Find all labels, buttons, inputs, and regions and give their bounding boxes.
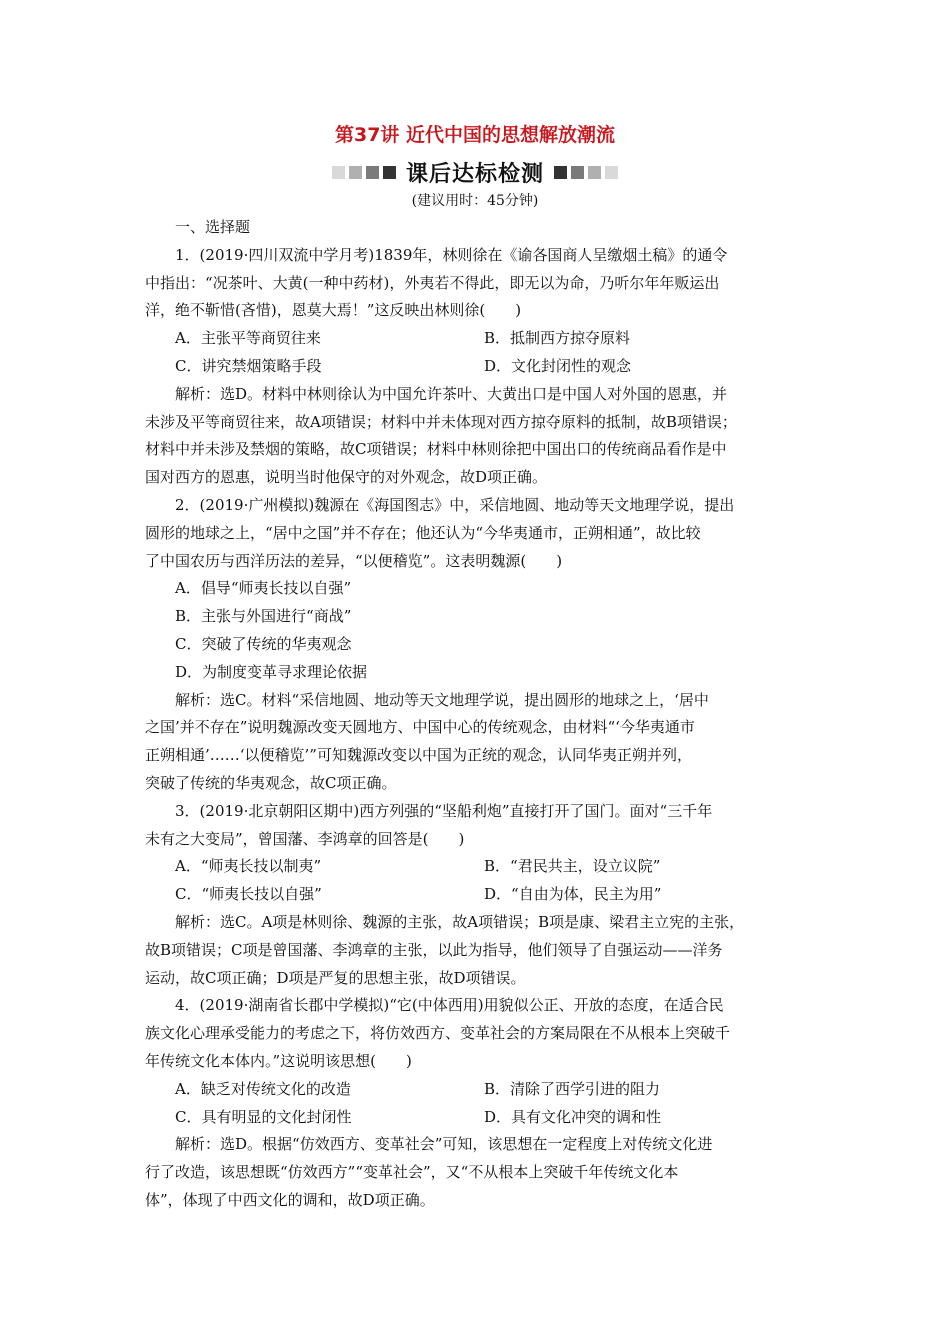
- analysis-line: 国对西方的恩惠，说明当时他保守的对外观念，故D项正确。: [145, 468, 548, 487]
- page-title: 第37讲 近代中国的思想解放潮流: [334, 124, 616, 146]
- option-row: [145, 881, 810, 909]
- option-a: A．缺乏对传统文化的改造: [175, 1079, 351, 1098]
- decor-square-icon: [332, 166, 345, 179]
- option-row: [145, 325, 810, 353]
- question-stem-line: 年传统文化本体内。”这说明该思想( ): [145, 1051, 412, 1070]
- option-row: [145, 853, 810, 881]
- option-row: [145, 353, 810, 381]
- option-a: A．“师夷长技以制夷”: [175, 857, 322, 876]
- analysis-line: 解析：选C。材料“采信地圆、地动等天文地理学说，提出圆形的地球之上，‘居中: [175, 690, 709, 709]
- option-c: C．讲究禁烟策略手段: [175, 356, 322, 375]
- option-b: B．抵制西方掠夺原料: [484, 329, 631, 348]
- option-row: [145, 1076, 810, 1104]
- decor-square-icon: [554, 166, 567, 179]
- question-stem-line: 中指出：“况茶叶、大黄(一种中药材)，外夷若不得此，即无以为命，乃听尔年年贩运出: [145, 273, 720, 292]
- question-stem-line: 3．(2019·北京朝阳区期中)西方列强的“坚船利炮”直接打开了国门。面对“三千年: [175, 801, 713, 820]
- question-stem-line: 圆形的地球之上，“居中之国”并不存在；他还认为“今华夷通市，正朔相通”，故比较: [145, 523, 701, 542]
- analysis-line: 突破了传统的华夷观念，故C项正确。: [145, 773, 397, 792]
- decor-square-icon: [383, 166, 396, 179]
- option-a: A．主张平等商贸往来: [175, 329, 321, 348]
- question-stem-line: 洋，绝不靳惜(吝惜)，恩莫大焉！”这反映出林则徐( ): [145, 301, 522, 320]
- question-stem-line: 4．(2019·湖南省长郡中学模拟)“它(中体西用)用貌似公正、开放的态度，在适合民: [175, 996, 724, 1015]
- question-2: [145, 492, 810, 798]
- analysis-line: 运动，故C项正确；D项是严复的思想主张，故D项错误。: [145, 968, 526, 987]
- analysis-line: 材料中并未涉及禁烟的策略，故C项错误；材料中林则徐把中国出口的传统商品看作是中: [145, 440, 727, 459]
- analysis-line: 解析：选C。A项是林则徐、魏源的主张，故A项错误；B项是康、梁君主立宪的主张，: [175, 912, 745, 931]
- option-a: A．倡导“师夷长技以自强”: [175, 579, 352, 598]
- decor-square-icon: [366, 166, 379, 179]
- question-stem-line: 2．(2019·广州模拟)魏源在《海国图志》中，采信地圆、地动等天文地理学说，提出: [175, 495, 735, 514]
- subtitle: 课后达标检测: [405, 162, 544, 187]
- option-b: B．主张与外国进行“商战”: [175, 607, 352, 626]
- analysis-line: 行了改造，该思想既“仿效西方”“变革社会”，又“不从根本上突破千年传统文化本: [145, 1163, 679, 1182]
- option-c: C．突破了传统的华夷观念: [175, 634, 352, 653]
- analysis-line: 解析：选D。根据“仿效西方、变革社会”可知，该思想在一定程度上对传统文化进: [175, 1135, 713, 1154]
- option-d: D．文化封闭性的观念: [484, 356, 632, 375]
- analysis-line: 体”，体现了中西文化的调和，故D项正确。: [145, 1190, 435, 1209]
- question-1: [145, 242, 810, 492]
- question-stem-line: 未有之大变局”，曾国藩、李鸿章的回答是( ): [145, 829, 465, 848]
- question-stem-line: 1．(2019·四川双流中学月考)1839年，林则徐在《谕各国商人呈缴烟土稿》的通令: [175, 245, 728, 264]
- analysis-line: 正朔相通’……‘以便稽览’”可知魏源改变以中国为正统的观念，认同华夷正朔并列，: [145, 746, 692, 765]
- question-4: [145, 992, 810, 1214]
- analysis-line: 之国’并不存在”说明魏源改变天圆地方、中国中心的传统观念，由材料“‘今华夷通市: [145, 718, 695, 737]
- option-row: [145, 1104, 810, 1132]
- option-b: B．“君民共主，设立议院”: [484, 857, 661, 876]
- option-d: D．具有文化冲突的调和性: [484, 1107, 662, 1126]
- option-c: C．“师夷长技以自强”: [175, 885, 322, 904]
- time-hint: (建议用时：45分钟): [411, 193, 539, 209]
- decor-square-icon: [588, 166, 601, 179]
- option-b: B．清除了西学引进的阻力: [484, 1079, 661, 1098]
- question-stem-line: 了中国农历与西洋历法的差异，“以便稽览”。这表明魏源( ): [145, 551, 563, 570]
- decor-square-icon: [349, 166, 362, 179]
- option-c: C．具有明显的文化封闭性: [175, 1107, 352, 1126]
- subtitle-banner: [0, 157, 950, 188]
- analysis-line: 解析：选D。材料中林则徐认为中国允许茶叶、大黄出口是中国人对外国的恩惠，并: [175, 384, 728, 403]
- question-3: [145, 798, 810, 993]
- analysis-line: 未涉及平等商贸往来，故A项错误；材料中并未体现对西方掠夺原料的抵制，故B项错误；: [145, 412, 737, 431]
- content: [145, 214, 810, 1215]
- decor-square-icon: [605, 166, 618, 179]
- decor-square-icon: [571, 166, 584, 179]
- option-d: D．“自由为体，民主为用”: [484, 885, 662, 904]
- option-d: D．为制度变革寻求理论依据: [175, 662, 368, 681]
- question-stem-line: 族文化心理承受能力的考虑之下，将仿效西方、变革社会的方案局限在不从根本上突破千: [145, 1024, 731, 1043]
- section-heading: 一、选择题: [175, 218, 251, 236]
- analysis-line: 故B项错误；C项是曾国藩、李鸿章的主张，以此为指导，他们领导了自强运动——洋务: [145, 940, 723, 959]
